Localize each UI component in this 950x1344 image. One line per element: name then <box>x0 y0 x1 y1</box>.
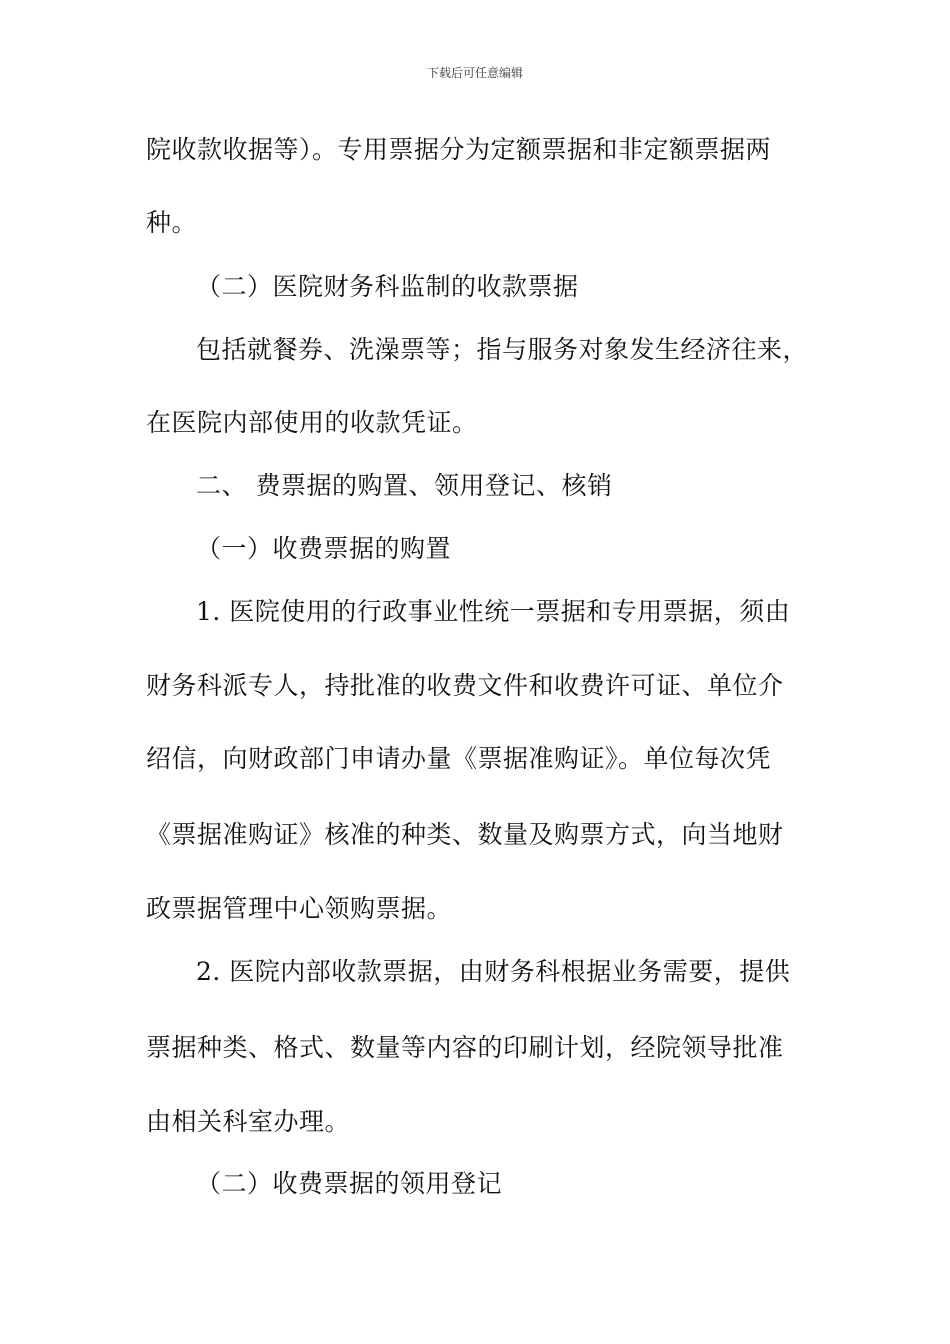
body-text-line: 绍信，向财政部门申请办量《票据准购证》。单位每次凭 <box>146 744 772 773</box>
body-text-line: 《票据准购证》核准的种类、数量及购票方式，向当地财 <box>146 820 784 849</box>
body-text-line: 在医院内部使用的收款凭证。 <box>146 408 478 437</box>
body-text-line: 2. 医院内部收款票据，由财务科根据业务需要，提供 <box>196 957 791 986</box>
body-text-line: 财务科派专人，持批准的收费文件和收费许可证、单位介 <box>146 671 784 700</box>
body-text-line: 1. 医院使用的行政事业性统一票据和专用票据，须由 <box>196 597 791 626</box>
body-text-line: 包括就餐券、洗澡票等；指与服务对象发生经济往来， <box>196 335 809 364</box>
subsection-heading: （二）收费票据的领用登记 <box>196 1169 503 1198</box>
subsection-heading: （一）收费票据的购置 <box>196 534 452 563</box>
section-heading: 二、 费票据的购置、领用登记、核销 <box>196 471 613 500</box>
page-header-note: 下载后可任意编辑 <box>426 66 523 80</box>
body-text-line: 票据种类、格式、数量等内容的印刷计划，经院领导批准 <box>146 1033 784 1062</box>
body-text-line: 由相关科室办理。 <box>146 1107 351 1136</box>
body-text-line: 院收款收据等）。专用票据分为定额票据和非定额票据两 <box>146 135 772 164</box>
subsection-heading: （二）医院财务科监制的收款票据 <box>196 272 579 301</box>
body-text-line: 政票据管理中心领购票据。 <box>146 894 453 923</box>
body-text-line: 种。 <box>146 208 198 237</box>
